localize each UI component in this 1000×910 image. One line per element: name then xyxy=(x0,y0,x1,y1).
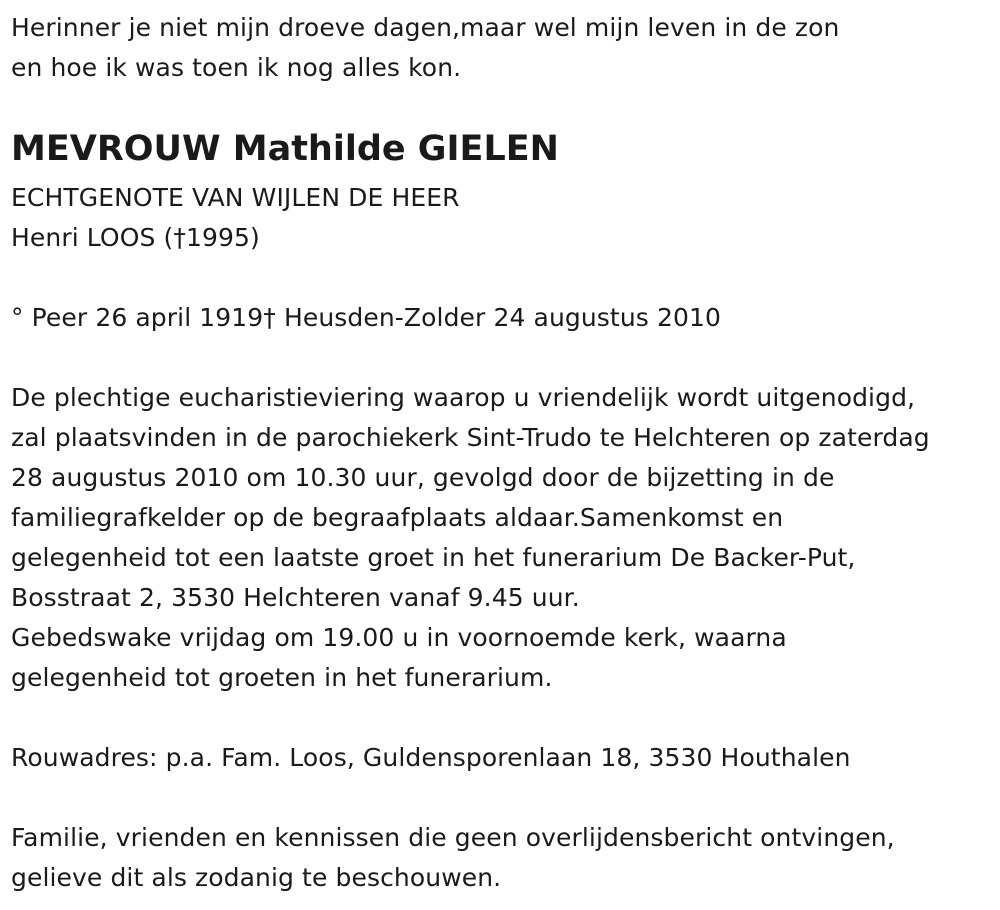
mourning-address: Rouwadres: p.a. Fam. Loos, Guldensporenlaan 18, 3530 Houthalen xyxy=(11,743,851,772)
spacer xyxy=(11,258,996,298)
ceremony-line: De plechtige eucharistieviering waarop u vriendelijk wordt uitgenodigd, xyxy=(11,383,916,412)
motto-line-1: Herinner je niet mijn droeve dagen,maar wel mijn leven in de zon xyxy=(11,13,840,42)
ceremony-line: Bosstraat 2, 3530 Helchteren vanaf 9.45 uur. xyxy=(11,583,580,612)
closing-line-2: gelieve dit als zodanig te beschouwen. xyxy=(11,863,502,892)
birth-death-dates: ° Peer 26 april 1919† Heusden-Zolder 24 augustus 2010 xyxy=(11,303,721,332)
closing-line-1: Familie, vrienden en kennissen die geen overlijdensbericht ontvingen, xyxy=(11,823,895,852)
ceremony-line: Gebedswake vrijdag om 19.00 u in voornoemde kerk, waarna xyxy=(11,623,787,652)
motto-line-2: en hoe ik was toen ik nog alles kon. xyxy=(11,53,462,82)
spacer xyxy=(11,778,996,818)
obituary-document xyxy=(11,8,996,898)
deceased-name: MEVROUW Mathilde GIELEN xyxy=(11,129,559,169)
ceremony-line: gelegenheid tot een laatste groet in het funerarium De Backer-Put, xyxy=(11,543,856,572)
ceremony-line: 28 augustus 2010 om 10.30 uur, gevolgd door de bijzetting in de xyxy=(11,463,835,492)
spacer xyxy=(11,338,996,378)
relation-line-2: Henri LOOS (†1995) xyxy=(11,223,260,252)
relation-line-1: ECHTGENOTE VAN WIJLEN DE HEER xyxy=(11,183,460,212)
ceremony-line: gelegenheid tot groeten in het funerarium. xyxy=(11,663,553,692)
spacer xyxy=(11,698,996,738)
ceremony-line: zal plaatsvinden in de parochiekerk Sint-Trudo te Helchteren op zaterdag xyxy=(11,423,930,452)
ceremony-line: familiegrafkelder op de begraafplaats aldaar.Samenkomst en xyxy=(11,503,784,532)
